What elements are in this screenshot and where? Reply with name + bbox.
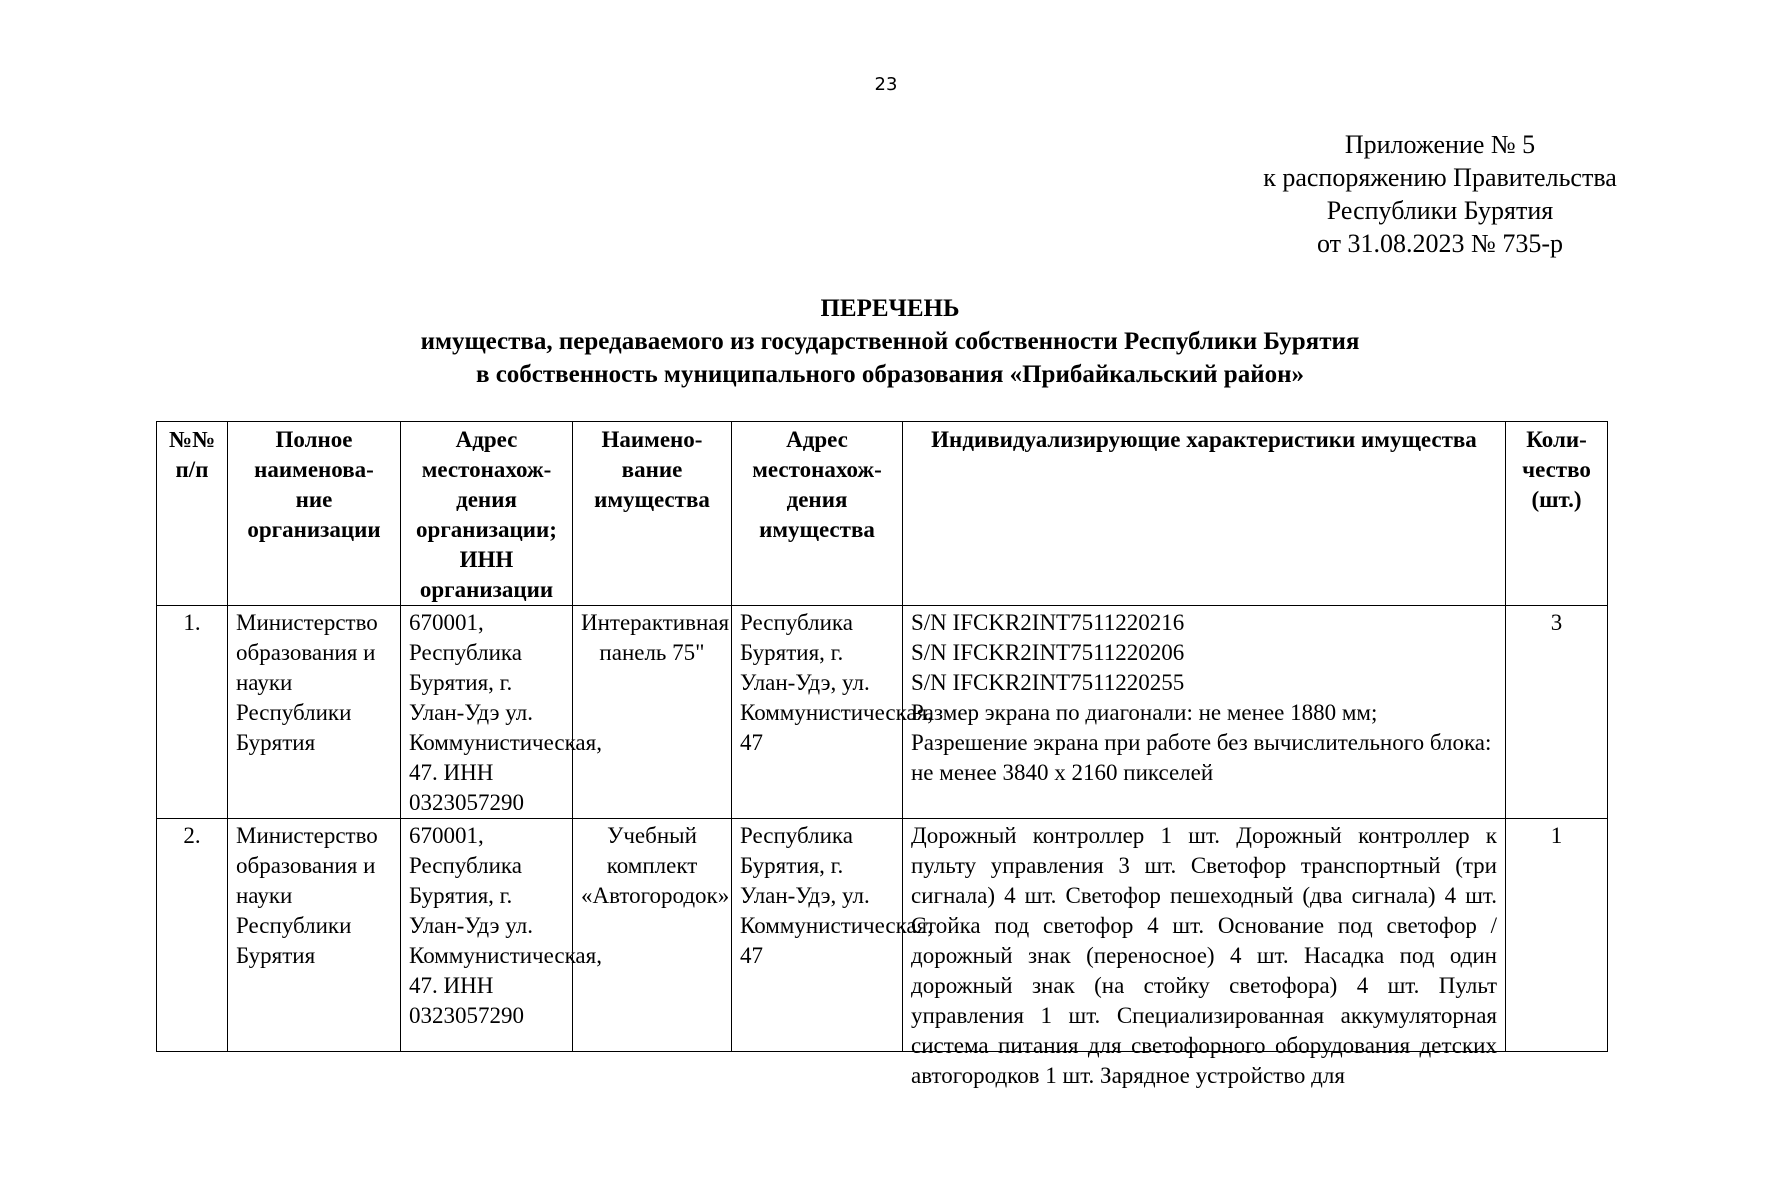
- document-title: [200, 292, 1580, 391]
- appendix-line-4: от 31.08.2023 № 735-р: [1317, 229, 1563, 258]
- page-number: 23: [874, 74, 898, 95]
- row-org-name: Министерство образования и науки Республики Бурятия: [228, 819, 401, 1052]
- row-quantity: 1: [1506, 819, 1608, 1052]
- row-item-address: Республика Бурятия, г. Улан-Удэ, ул. Коммунистическая, 47: [732, 606, 903, 819]
- row-item-name: Учебный комплект «Автогородок»: [573, 819, 732, 1052]
- table-row: [157, 819, 1608, 1052]
- row-item-name: Интерактивная панель 75": [573, 606, 732, 819]
- serial-number: S/N IFCKR2INT7511220216: [911, 610, 1185, 635]
- appendix-line-2: к распоряжению Правительства: [1263, 163, 1617, 192]
- row-item-address: Республика Бурятия, г. Улан-Удэ, ул. Коммунистическая, 47: [732, 819, 903, 1052]
- title-line-3: в собственность муниципального образования «Прибайкальский район»: [475, 361, 1305, 388]
- serial-number: S/N IFCKR2INT7511220255: [911, 670, 1185, 695]
- row-org-name: Министерство образования и науки Республики Бурятия: [228, 606, 401, 819]
- row-org-address: 670001, Республика Бурятия, г. Улан-Удэ ул. Коммунистическая, 47. ИНН 0323057290: [401, 819, 573, 1052]
- title-line-2: имущества, передаваемого из государственной собственности Республики Бурятия: [420, 328, 1360, 355]
- header-item-address: Адрес местонахож-дения имущества: [732, 422, 903, 606]
- appendix-line-1: Приложение № 5: [1344, 130, 1536, 159]
- screen-resolution-spec: Разрешение экрана при работе без вычислительного блока: не менее 3840 х 2160 пикселей: [911, 730, 1492, 785]
- header-quantity: Коли-чество (шт.): [1506, 422, 1608, 606]
- row-num: 2.: [157, 819, 228, 1052]
- row-characteristics: [903, 606, 1506, 819]
- header-characteristics: Индивидуализирующие характеристики имущества: [903, 422, 1506, 606]
- screen-size-spec: Размер экрана по диагонали: не менее 1880 мм;: [911, 700, 1378, 725]
- header-org-name: Полное наименова-ние организации: [228, 422, 401, 606]
- row-org-address: 670001, Республика Бурятия, г. Улан-Удэ ул. Коммунистическая, 47. ИНН 0323057290: [401, 606, 573, 819]
- serial-number: S/N IFCKR2INT7511220206: [911, 640, 1185, 665]
- characteristics-text: Дорожный контроллер 1 шт. Дорожный контроллер к пульту управления 3 шт. Светофор транспортный (три сигнала) 4 шт. Светофор пешеходный (два сигнала) 4 шт. Стойка под светофор 4 шт. Основание под светофор / дорожный знак (переносное) 4 шт. Насадка под один дорожный знак (на стойку светофора) 4 шт. Пульт управления 1 шт. Специализированная аккумуляторная система питания для светофорного оборудования детских автогородков 1 шт. Зарядное устройство для: [911, 823, 1497, 1088]
- appendix-header: [1150, 128, 1730, 260]
- header-num: №№ п/п: [157, 422, 228, 606]
- title-line-1: ПЕРЕЧЕНЬ: [820, 295, 960, 322]
- header-org-address: Адрес местонахож-дения организации; ИНН организации: [401, 422, 573, 606]
- row-quantity: 3: [1506, 606, 1608, 819]
- header-item-name: Наимено-вание имущества: [573, 422, 732, 606]
- appendix-line-3: Республики Бурятия: [1326, 196, 1554, 225]
- table-header-row: [157, 422, 1608, 606]
- property-table: [156, 421, 1608, 1088]
- row-num: 1.: [157, 606, 228, 819]
- row-characteristics: [903, 819, 1506, 1088]
- table-row: [157, 606, 1608, 819]
